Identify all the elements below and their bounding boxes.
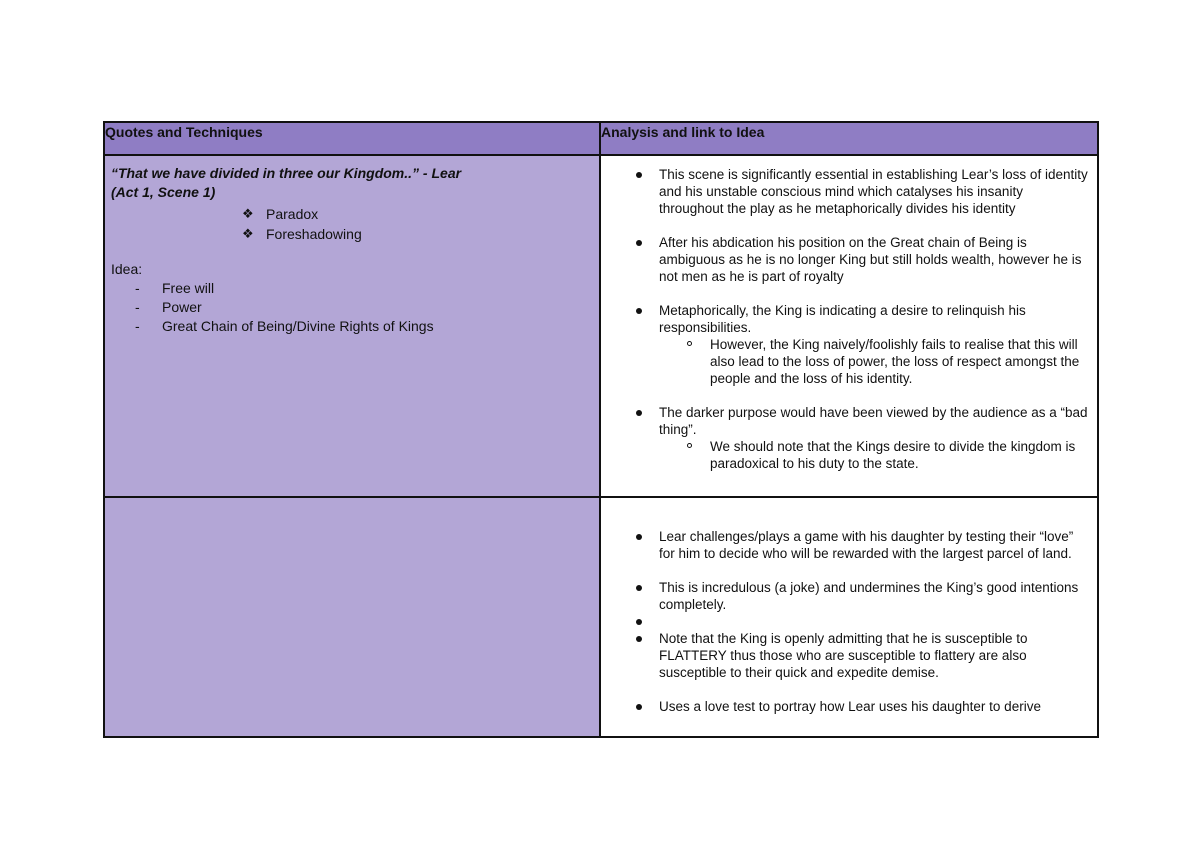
quote-cell-empty [104,497,600,737]
analysis-cell [600,497,1098,737]
analysis-text: This is incredulous (a joke) and undermines the King’s good intentions completely. [659,580,1079,612]
analysis-table [103,121,1099,738]
analysis-text: This scene is significantly essential in establishing Lear’s loss of identity and his unstable conscious mind which catalyses his insanity throughout the play as he metaphorically divides his identity [659,167,1088,216]
filled-circle-icon [636,240,642,246]
hollow-circle-icon [687,443,692,448]
dash-icon: - [135,299,140,315]
diamond-cluster-icon: ❖ [242,206,254,221]
analysis-list [601,498,1097,715]
filled-circle-icon [636,636,642,642]
filled-circle-icon [636,585,642,591]
hollow-circle-icon [687,341,692,346]
quote-block [105,156,599,202]
idea-text: Great Chain of Being/Divine Rights of Kings [162,318,434,334]
quote-text: “That we have divided in three our Kingdom..” - Lear [111,165,462,181]
table-row [104,497,1098,737]
list-item [601,630,1097,681]
analysis-cell [600,155,1098,497]
idea-label: Idea: [111,261,143,277]
sub-list-item [659,438,1089,472]
table-row [104,155,1098,497]
quote-cell [104,155,600,497]
sub-list [659,336,1089,387]
analysis-text: Lear challenges/plays a game with his daughter by testing their “love” for him to decide who will be rewarded with the largest parcel of land. [659,529,1074,561]
analysis-subtext: We should note that the Kings desire to divide the kingdom is paradoxical to his duty to the state. [710,439,1076,471]
list-item [601,166,1097,217]
quote-reference: (Act 1, Scene 1) [111,184,216,200]
dash-icon: - [135,318,140,334]
technique-label: Paradox [266,206,319,222]
filled-circle-icon [636,619,642,625]
analysis-text: The darker purpose would have been viewed by the audience as a “bad thing”. [659,405,1088,437]
list-item [242,204,599,224]
list-item [601,579,1097,613]
filled-circle-icon [636,704,642,710]
list-item [601,698,1097,715]
list-item [601,234,1097,285]
analysis-list [601,156,1097,472]
filled-circle-icon [636,534,642,540]
list-item [601,404,1097,472]
sub-list [659,438,1089,472]
list-item [601,528,1097,562]
idea-text: Free will [162,280,215,296]
list-item [601,302,1097,387]
list-item [135,317,599,336]
idea-text: Power [162,299,202,315]
diamond-cluster-icon: ❖ [242,226,254,241]
header-quotes-techniques: Quotes and Techniques [104,122,600,155]
analysis-text: Metaphorically, the King is indicating a desire to relinquish his responsibilities. [659,303,1026,335]
header-row [104,122,1098,155]
list-item [135,298,599,317]
list-item [135,279,599,298]
techniques-list [105,204,599,244]
analysis-text: After his abdication his position on the Great chain of Being is ambiguous as he is no longer King but still holds wealth, however he is not men as he is part of royalty [659,235,1082,284]
list-item [242,224,599,244]
filled-circle-icon [636,410,642,416]
list-item [601,613,1097,630]
header-analysis-link: Analysis and link to Idea [600,122,1098,155]
technique-label: Foreshadowing [266,226,362,242]
filled-circle-icon [636,172,642,178]
analysis-text: Note that the King is openly admitting that he is susceptible to FLATTERY thus those who are susceptible to flattery are also susceptible to their quick and expedite demise. [659,631,1028,680]
ideas-list [105,279,599,336]
sub-list-item [659,336,1089,387]
analysis-text: Uses a love test to portray how Lear uses his daughter to derive [659,699,1041,714]
filled-circle-icon [636,308,642,314]
dash-icon: - [135,280,140,296]
analysis-subtext: However, the King naively/foolishly fails to realise that this will also lead to the loss of power, the loss of respect amongst the people and the loss of his identity. [710,337,1080,386]
